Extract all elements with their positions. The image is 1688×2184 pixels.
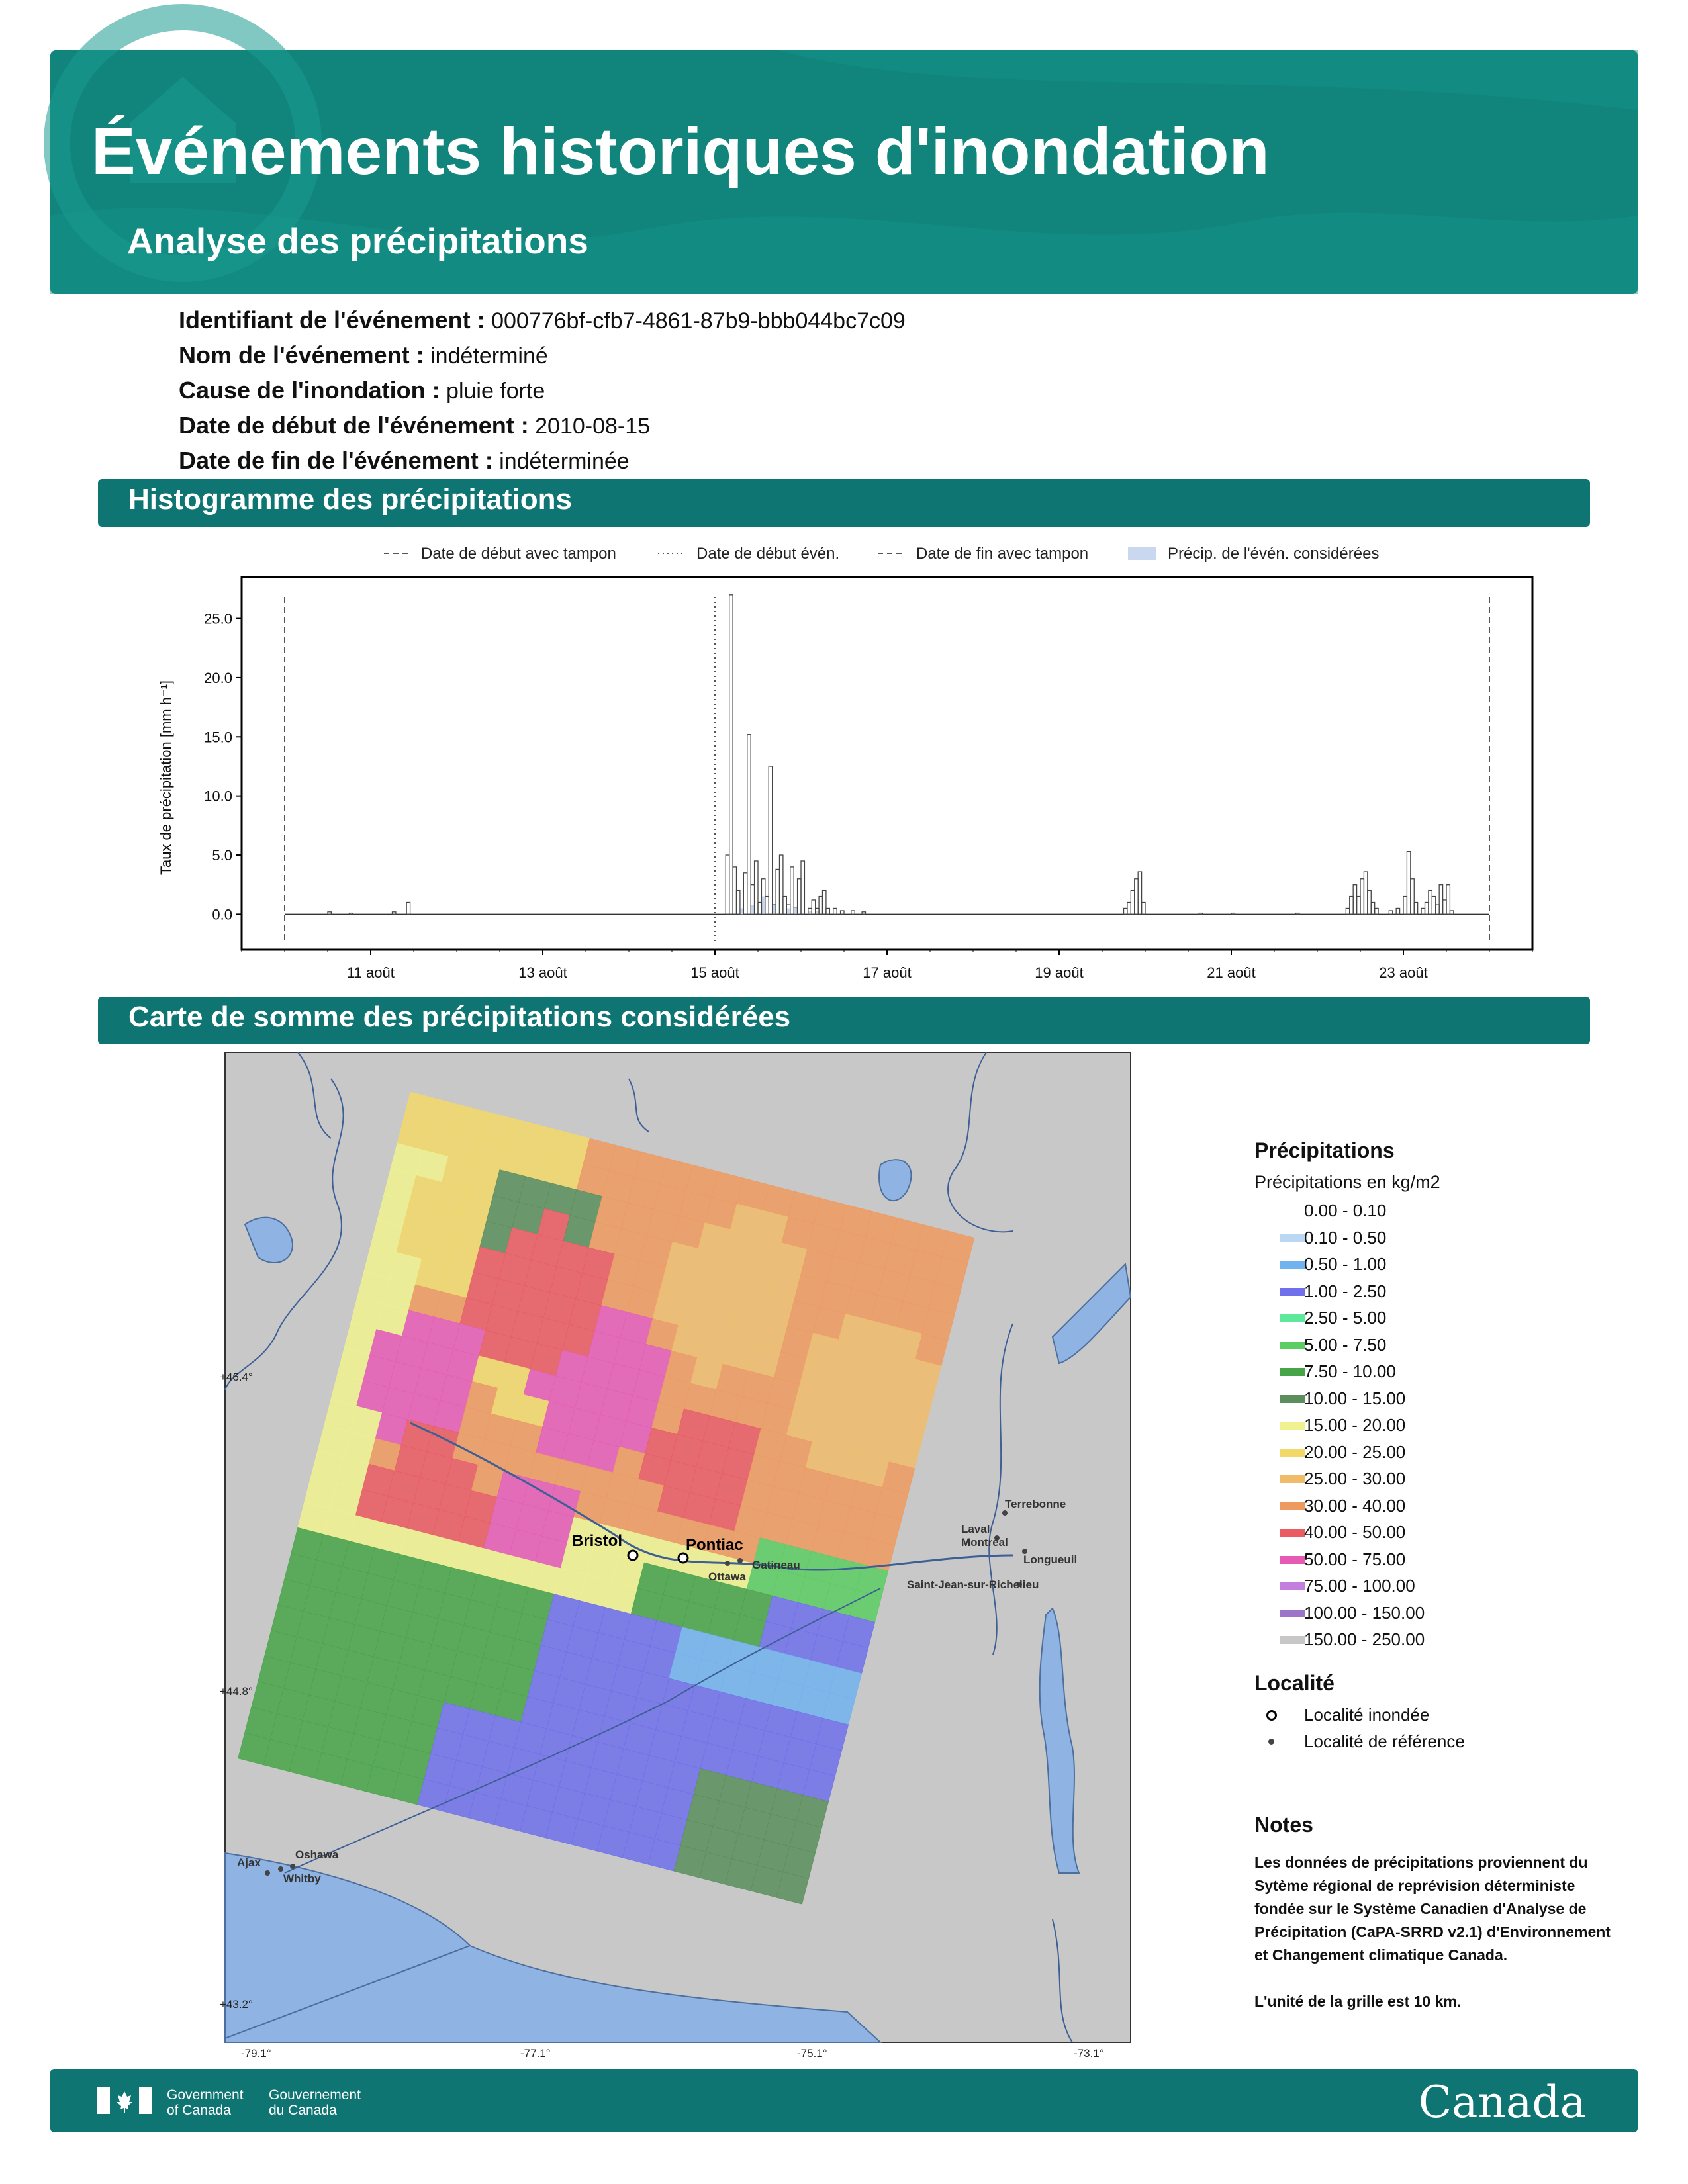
legend-class-swatch <box>1280 1529 1305 1537</box>
gov-fr <box>269 2087 361 2118</box>
legend-class-label: 0.50 - 1.00 <box>1304 1254 1387 1274</box>
lon-label: -73.1° <box>1074 2047 1104 2060</box>
lat-label: +46.4° <box>220 1371 253 1383</box>
legend-class <box>1254 1415 1625 1442</box>
locality-reference <box>1254 1731 1625 1758</box>
legend-class-swatch <box>1280 1314 1305 1322</box>
event-bar <box>786 908 790 914</box>
info-row-id <box>179 303 906 338</box>
ref-marker-oshawa <box>290 1864 295 1869</box>
legend-label-event-precip: Précip. de l'évén. considérées <box>1168 545 1380 563</box>
locality-flooded <box>1254 1705 1625 1731</box>
place-label-pontiac: Pontiac <box>686 1536 743 1554</box>
ref-marker-ottawa <box>725 1561 730 1566</box>
legend-class-label: 0.10 - 0.50 <box>1304 1227 1387 1248</box>
legend-class <box>1254 1281 1625 1308</box>
place-label-oshawa: Oshawa <box>295 1848 339 1861</box>
place-label-montreal: Montréal <box>961 1536 1008 1549</box>
gov-en <box>167 2087 244 2118</box>
precipitation-histogram <box>0 543 1688 1006</box>
legend-class-label: 75.00 - 100.00 <box>1304 1576 1415 1596</box>
map-legend <box>1254 1138 1625 1758</box>
event-bar <box>740 908 743 914</box>
x-tick-label: 13 août <box>518 964 567 981</box>
flooded-locality-icon <box>1266 1710 1277 1721</box>
place-label-longueuil: Longueuil <box>1023 1553 1078 1566</box>
legend-class-swatch <box>1280 1502 1305 1510</box>
flooded-marker-pontiac <box>679 1553 688 1563</box>
legend-class-swatch <box>1280 1207 1305 1215</box>
info-label: Date de début de l'événement : <box>179 412 529 439</box>
legend-label-end-buffer: Date de fin avec tampon <box>916 545 1089 563</box>
info-row-cause <box>179 373 906 408</box>
section-histogram-header <box>98 479 1590 527</box>
legend-class-swatch <box>1280 1636 1305 1644</box>
ref-marker-gatineau <box>737 1558 743 1563</box>
gov-en-1: Government <box>167 2087 244 2103</box>
x-tick-label: 23 août <box>1379 964 1428 981</box>
y-tick-label: 10.0 <box>204 788 232 805</box>
locality-reference-label: Localité de référence <box>1304 1731 1465 1751</box>
info-label: Cause de l'inondation : <box>179 377 440 404</box>
legend-classes <box>1254 1201 1625 1657</box>
legend-class-swatch <box>1280 1610 1305 1617</box>
lon-label: -75.1° <box>797 2047 827 2060</box>
legend-class-swatch <box>1280 1395 1305 1403</box>
legend-subtitle: Précipitations en kg/m2 <box>1254 1172 1440 1192</box>
event-bar <box>794 907 797 915</box>
legend-class-swatch <box>1280 1449 1305 1457</box>
gov-fr-1: Gouvernement <box>269 2087 361 2103</box>
notes-grid: L'unité de la grille est 10 km. <box>1254 1993 1462 2010</box>
event-bar <box>808 911 812 914</box>
event-bar <box>761 897 765 915</box>
x-tick-label: 19 août <box>1035 964 1084 981</box>
place-label-ottawa: Ottawa <box>708 1570 746 1583</box>
info-row-start <box>179 408 906 443</box>
notes <box>1254 1813 1625 2013</box>
legend-class-label: 25.00 - 30.00 <box>1304 1469 1406 1488</box>
legend-class <box>1254 1254 1625 1281</box>
page-subtitle: Analyse des précipitations <box>127 220 588 261</box>
legend-class <box>1254 1361 1625 1388</box>
legend-class <box>1254 1522 1625 1549</box>
event-bar <box>773 905 776 914</box>
info-value: 2010-08-15 <box>535 414 651 439</box>
legend-class-label: 30.00 - 40.00 <box>1304 1495 1406 1516</box>
legend-label-event-start: Date de début évén. <box>696 545 840 563</box>
x-tick-label: 21 août <box>1207 964 1256 981</box>
lat-label: +44.8° <box>220 1685 253 1698</box>
legend-class-label: 0.00 - 0.10 <box>1304 1201 1387 1220</box>
info-value: 000776bf-cfb7-4861-87b9-bbb044bc7c09 <box>491 308 906 334</box>
plot-frame <box>242 577 1532 950</box>
legend-class <box>1254 1442 1625 1469</box>
x-tick-label: 15 août <box>690 964 739 981</box>
legend-class-swatch <box>1280 1475 1305 1483</box>
legend-class <box>1254 1201 1625 1228</box>
info-value: pluie forte <box>446 379 545 404</box>
place-label-terrebonne: Terrebonne <box>1005 1498 1066 1510</box>
y-tick-label: 25.0 <box>204 610 232 627</box>
legend-class-swatch <box>1280 1261 1305 1269</box>
legend-class-swatch <box>1280 1288 1305 1296</box>
notes-text: Les données de précipitations proviennent du Sytème régional de reprévision déterministe fondée sur le Système Canadien d'Analyse de Précipitation (CaPA-SRRD v2.1) d'Environnement et Changement climatique Canada. <box>1254 1854 1611 1964</box>
x-tick-label: 11 août <box>347 964 395 981</box>
legend-class-label: 5.00 - 7.50 <box>1304 1334 1387 1355</box>
y-tick-label: 5.0 <box>212 847 232 864</box>
legend-class-label: 100.00 - 150.00 <box>1304 1602 1425 1623</box>
legend-class <box>1254 1388 1625 1416</box>
section-title: Histogramme des précipitations <box>128 483 572 516</box>
legend-class <box>1254 1308 1625 1335</box>
header-banner <box>50 50 1638 294</box>
place-label-laval: Laval <box>961 1523 990 1535</box>
y-axis-label: Taux de précipitation [mm h⁻¹] <box>158 680 174 876</box>
legend-class <box>1254 1469 1625 1496</box>
canada-wordmark: Canada <box>1418 2077 1586 2128</box>
event-bar <box>751 905 754 914</box>
legend-class <box>1254 1549 1625 1576</box>
flooded-marker-bristol <box>628 1551 637 1560</box>
legend-class-swatch <box>1280 1368 1305 1376</box>
legend-title: Précipitations <box>1254 1138 1395 1162</box>
footer-bar <box>50 2069 1638 2132</box>
info-label: Nom de l'événement : <box>179 341 424 369</box>
reference-locality-icon <box>1268 1739 1274 1745</box>
legend-class-swatch <box>1280 1342 1305 1349</box>
legend-class-label: 50.00 - 75.00 <box>1304 1549 1406 1569</box>
legend-class <box>1254 1603 1625 1630</box>
precipitation-map <box>218 1046 1132 2060</box>
legend-class <box>1254 1576 1625 1603</box>
gov-en-2: of Canada <box>167 2103 231 2118</box>
place-label-gatineau: Gatineau <box>752 1559 800 1571</box>
canada-flag-icon <box>97 2087 152 2114</box>
section-title: Carte de somme des précipitations considérées <box>128 1001 791 1033</box>
ref-marker-whitby <box>278 1866 283 1872</box>
legend-class-label: 150.00 - 250.00 <box>1304 1629 1425 1649</box>
legend-class-label: 1.00 - 2.50 <box>1304 1281 1387 1301</box>
legend-class <box>1254 1496 1625 1523</box>
locality-flooded-label: Localité inondée <box>1304 1704 1430 1725</box>
legend-class-swatch <box>1280 1422 1305 1430</box>
gov-fr-2: du Canada <box>269 2103 337 2118</box>
legend-class-label: 20.00 - 25.00 <box>1304 1441 1406 1462</box>
lon-label: -77.1° <box>520 2047 551 2060</box>
legend-class-label: 7.50 - 10.00 <box>1304 1361 1396 1381</box>
x-tick-label: 17 août <box>863 964 912 981</box>
info-label: Date de fin de l'événement : <box>179 447 493 474</box>
ref-marker-terrebonne <box>1002 1510 1008 1516</box>
legend-class-swatch <box>1280 1234 1305 1242</box>
legend-class <box>1254 1629 1625 1657</box>
place-label-bristol: Bristol <box>572 1532 623 1550</box>
event-bar <box>816 911 819 914</box>
page-title: Événements historiques d'inondation <box>91 114 1270 189</box>
place-label-whitby: Whitby <box>283 1872 321 1885</box>
lat-label: +43.2° <box>220 1998 253 2011</box>
place-label-saint-jean: Saint-Jean-sur-Richelieu <box>907 1578 1039 1591</box>
legend-class-label: 2.50 - 5.00 <box>1304 1308 1387 1328</box>
legend-class <box>1254 1228 1625 1255</box>
legend-class-swatch <box>1280 1582 1305 1590</box>
legend-class-label: 15.00 - 20.00 <box>1304 1415 1406 1435</box>
y-tick-label: 0.0 <box>212 906 232 923</box>
info-value: indéterminé <box>430 343 548 369</box>
info-label: Identifiant de l'événement : <box>179 306 485 334</box>
legend-label-start-buffer: Date de début avec tampon <box>421 545 616 563</box>
legend-class-label: 10.00 - 15.00 <box>1304 1388 1406 1408</box>
y-tick-label: 15.0 <box>204 729 232 746</box>
place-label-ajax: Ajax <box>237 1856 261 1869</box>
section-map-header <box>98 997 1590 1044</box>
lon-label: -79.1° <box>241 2047 271 2060</box>
notes-title: Notes <box>1254 1813 1313 1837</box>
legend-class <box>1254 1335 1625 1362</box>
legend-class-label: 40.00 - 50.00 <box>1304 1522 1406 1542</box>
info-row-end <box>179 443 906 478</box>
ref-marker-ajax <box>265 1870 270 1876</box>
info-row-name <box>179 338 906 373</box>
event-info <box>179 303 906 478</box>
info-value: indéterminée <box>499 449 630 474</box>
legend-class-swatch <box>1280 1556 1305 1564</box>
locality-title: Localité <box>1254 1670 1335 1695</box>
y-tick-label: 20.0 <box>204 669 232 686</box>
